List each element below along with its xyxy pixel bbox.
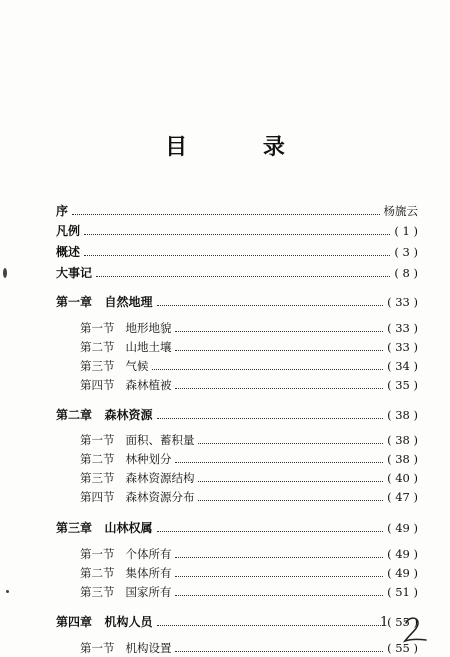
toc-entry-page: ( 49 ) <box>387 521 418 535</box>
toc-entry-page: ( 55 ) <box>387 641 418 655</box>
dot-leader <box>175 350 383 351</box>
toc-entry-page: ( 49 ) <box>387 547 418 561</box>
dot-leader <box>84 255 390 256</box>
toc-entry-page: ( 55 ) <box>387 615 418 629</box>
toc-chapter-label: 第二章 森林资源 <box>56 408 153 422</box>
dot-leader <box>198 443 383 444</box>
toc-chapter-2[interactable] <box>56 404 418 422</box>
dot-leader <box>175 576 383 577</box>
toc-section[interactable] <box>80 562 418 580</box>
toc-section-label: 第一节 个体所有 <box>80 547 172 561</box>
toc-section-label: 第一节 面积、蓄积量 <box>80 433 195 447</box>
dot-leader <box>175 557 383 558</box>
scan-speck <box>3 268 7 278</box>
toc-entry-page: ( 40 ) <box>387 471 418 485</box>
toc-section[interactable] <box>80 486 418 504</box>
toc-entry-label: 概述 <box>56 245 81 259</box>
toc-entry-page: ( 33 ) <box>387 295 418 309</box>
scan-speck <box>6 590 9 593</box>
toc-entry-label: 序 <box>56 204 69 218</box>
toc-section-label: 第一节 机构设置 <box>80 641 172 655</box>
toc-entry-page: ( 1 ) <box>394 224 418 238</box>
dot-leader <box>96 276 390 277</box>
dot-leader <box>157 531 384 532</box>
toc-section[interactable] <box>80 336 418 354</box>
toc-entry-page: ( 34 ) <box>387 359 418 373</box>
toc-chapter-3[interactable] <box>56 517 418 535</box>
dot-leader <box>72 214 379 215</box>
toc-entry-overview[interactable] <box>56 241 418 259</box>
dot-leader <box>175 388 383 389</box>
toc-section-label: 第四节 森林植被 <box>80 378 172 392</box>
toc-chapter-label: 第三章 山林权属 <box>56 521 153 535</box>
dot-leader <box>175 331 383 332</box>
dot-leader <box>152 369 383 370</box>
page-title: 目 录 <box>165 134 319 160</box>
toc-chapter-1[interactable] <box>56 291 418 309</box>
toc-section[interactable] <box>80 543 418 561</box>
dot-leader <box>198 500 383 501</box>
toc-section[interactable] <box>80 581 418 599</box>
toc-chapter-label: 第四章 机构人员 <box>56 615 153 629</box>
dot-leader <box>157 625 384 626</box>
dot-leader <box>84 234 390 235</box>
toc-section[interactable] <box>80 448 418 466</box>
dot-leader <box>157 418 384 419</box>
toc-entry-page: ( 49 ) <box>387 566 418 580</box>
page-number: 1 <box>380 615 389 630</box>
toc-entry-conventions[interactable] <box>56 220 418 238</box>
toc-section[interactable] <box>80 429 418 447</box>
handwritten-mark <box>402 614 428 644</box>
toc-section-label: 第三节 国家所有 <box>80 585 172 599</box>
toc-entry-page: ( 38 ) <box>387 452 418 466</box>
toc-entry-page: ( 38 ) <box>387 433 418 447</box>
toc-section[interactable] <box>80 374 418 392</box>
toc-entry-page: ( 38 ) <box>387 408 418 422</box>
dot-leader <box>198 481 383 482</box>
toc-section[interactable] <box>80 467 418 485</box>
toc-section-label: 第三节 气候 <box>80 359 149 373</box>
toc-entry-label: 凡例 <box>56 224 81 238</box>
toc-entry-page: ( 47 ) <box>387 490 418 504</box>
toc-section[interactable] <box>80 317 418 335</box>
toc-section[interactable] <box>80 355 418 373</box>
toc-section-label: 第四节 森林资源分布 <box>80 490 195 504</box>
toc-entry-preface[interactable] <box>56 200 418 218</box>
dot-leader <box>157 305 384 306</box>
dot-leader <box>175 462 383 463</box>
toc-chapter-label: 第一章 自然地理 <box>56 295 153 309</box>
toc-entry-page: ( 33 ) <box>387 340 418 354</box>
toc-section-label: 第三节 森林资源结构 <box>80 471 195 485</box>
toc-entry-page: ( 35 ) <box>387 378 418 392</box>
dot-leader <box>175 595 383 596</box>
toc-entry-label: 大事记 <box>56 266 93 280</box>
toc-section-label: 第一节 地形地貌 <box>80 321 172 335</box>
dot-leader <box>175 651 383 652</box>
toc-entry-page: ( 33 ) <box>387 321 418 335</box>
toc-section-label: 第二节 林种划分 <box>80 452 172 466</box>
toc-chapter-4[interactable] <box>56 611 418 629</box>
toc-section[interactable] <box>80 637 418 655</box>
toc-entry-page: ( 8 ) <box>394 266 418 280</box>
toc-entry-page: ( 3 ) <box>394 245 418 259</box>
toc-section-label: 第二节 山地土壤 <box>80 340 172 354</box>
toc-section-label: 第二节 集体所有 <box>80 566 172 580</box>
toc-entry-chronicle[interactable] <box>56 262 418 280</box>
toc-entry-page: ( 51 ) <box>387 585 418 599</box>
toc-entry-author: 杨旒云 <box>383 204 418 218</box>
